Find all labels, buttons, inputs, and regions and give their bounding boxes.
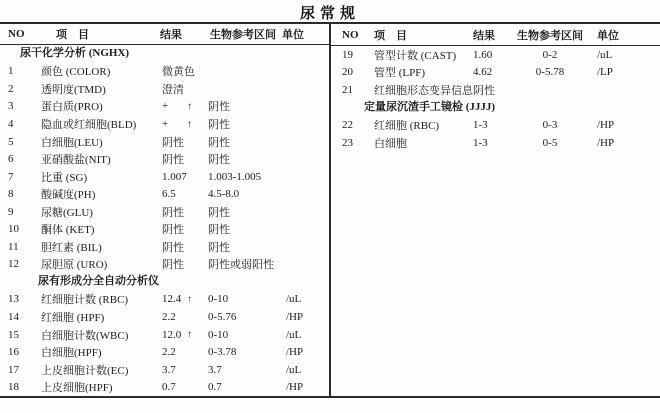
cell-result: 4.62 [473,66,493,79]
left-table-rows [0,45,329,396]
cell-result: 6.5 [162,188,176,201]
column-header-no: NO [342,28,359,41]
table-row [0,291,329,309]
cell-no: 21 [342,83,353,96]
cell-result: 微黄色 [162,66,195,79]
cell-reference: 0-5 [542,136,558,149]
table-row [331,134,660,152]
table-row [0,133,329,151]
cell-no: 16 [8,346,19,359]
cell-item: 红细胞 (HPF) [41,312,105,325]
cell-item: 颜色 (COLOR) [41,66,111,79]
cell-reference: 0.7 [208,381,222,394]
cell-reference: 阴性 [208,136,230,149]
cell-item: 红细胞形态变异信息 [374,84,473,97]
table-row [0,203,329,221]
cell-no: 17 [8,363,19,376]
cell-item: 白细胞(HPF) [41,347,102,360]
section-header: 定量尿沉渣手工镜检 (JJJJ) [364,100,496,113]
cell-reference: 4.5-8.0 [208,188,240,201]
table-row [0,115,329,133]
cell-reference: 阴性 [208,154,230,167]
column-header-result: 结果 [473,29,495,42]
table-row [0,221,329,239]
cell-no: 23 [342,136,353,149]
right-table-rows [331,46,660,396]
cell-unit: /uL [597,48,613,61]
table-row [331,64,660,82]
cell-result: 阴性 [162,206,184,219]
cell-reference: 0-10 [208,293,229,306]
table-row [0,308,329,326]
cell-reference: 0-2 [542,48,558,61]
page-title: 尿常规 [299,6,360,22]
cell-unit: /HP [597,136,615,149]
cell-item: 白细胞 [374,137,407,150]
cell-no: 9 [8,205,14,218]
cell-unit: /LP [597,66,613,79]
cell-unit: /HP [286,311,304,324]
cell-no: 2 [8,82,14,95]
cell-item: 隐血或红细胞(BLD) [41,119,137,132]
cell-reference: 阴性 [208,241,230,254]
column-header-unit: 单位 [282,29,304,42]
cell-reference: 阴性 [208,206,230,219]
cell-no: 4 [8,118,14,131]
cell-item: 上皮细胞(HPF) [41,382,113,395]
table-row [0,185,329,203]
cell-reference: 阴性 [208,119,230,132]
table-row [0,343,329,361]
cell-no: 18 [8,381,19,394]
cell-item: 亚硝酸盐(NIT) [41,154,111,167]
cell-reference: 阴性 [208,101,230,114]
section-header: 尿干化学分析 (NGHX) [20,47,130,60]
cell-no: 5 [8,135,14,148]
right-table [331,24,660,396]
report-table [0,22,660,398]
cell-item: 管型 (LPF) [374,67,426,80]
cell-no: 8 [8,188,14,201]
cell-flag: ↑ [187,293,192,305]
table-row [0,361,329,379]
table-row [331,81,660,99]
cell-result: 阴性 [162,154,184,167]
cell-unit: /uL [286,293,302,306]
cell-unit: /uL [286,363,302,376]
cell-result: 阴性 [162,241,184,254]
cell-result: 2.2 [162,311,176,324]
cell-no: 14 [8,311,19,324]
cell-item: 酮体 (KET) [41,224,95,237]
cell-result: 1-3 [473,136,488,149]
cell-reference: 0-5.76 [208,311,237,324]
cell-no: 3 [8,100,14,113]
cell-no: 10 [8,223,19,236]
cell-no: 12 [8,258,19,271]
cell-no: 19 [342,48,353,61]
cell-item: 尿糖(GLU) [41,206,93,219]
column-header-item: 项 目 [374,29,407,42]
cell-no: 15 [8,328,19,341]
cell-result: 2.2 [162,346,176,359]
table-row [0,98,329,116]
cell-result: 阴性 [162,259,184,272]
right-table-header [331,24,660,46]
cell-result: 3.7 [162,363,176,376]
table-row [331,46,660,64]
cell-result: 澄清 [162,83,184,96]
cell-no: 1 [8,65,14,78]
cell-result: 1.007 [162,170,187,183]
cell-unit: /uL [286,328,302,341]
cell-result: + [162,100,169,113]
cell-unit: /HP [286,381,304,394]
table-row [0,168,329,186]
section-header: 尿有形成分全自动分析仪 [38,275,159,288]
cell-no: 7 [8,170,14,183]
table-row [0,256,329,274]
cell-result: 阴性 [162,136,184,149]
table-row [0,378,329,396]
left-table [0,24,331,396]
cell-result: 12.4 [162,293,182,306]
cell-item: 胆红素 (BIL) [41,241,102,254]
table-row [0,63,329,81]
cell-item: 白细胞计数(WBC) [41,329,129,342]
cell-item: 红细胞计数 (RBC) [41,294,129,307]
cell-reference: 1.003-1.005 [208,170,262,183]
cell-item: 白细胞(LEU) [41,136,103,149]
cell-result: + [162,118,169,131]
cell-result: 1-3 [473,118,488,131]
column-header-reference: 生物参考区间 [517,29,583,42]
cell-item: 红细胞 (RBC) [374,119,440,132]
cell-flag: ↑ [187,100,192,112]
cell-reference: 阴性或弱阳性 [208,259,274,272]
cell-item: 上皮细胞计数(EC) [41,364,129,377]
cell-reference: 0-5.78 [535,66,565,79]
column-header-result: 结果 [160,29,182,42]
cell-reference: 3.7 [208,363,222,376]
cell-item: 透明度(TMD) [41,83,106,96]
column-header-reference: 生物参考区间 [210,29,276,42]
table-row [0,80,329,98]
column-header-no: NO [8,28,25,41]
cell-flag: ↑ [187,118,192,130]
table-row [0,326,329,344]
column-header-unit: 单位 [597,29,619,42]
cell-no: 11 [8,240,19,253]
cell-reference: 0-3.78 [208,346,237,359]
cell-unit: /HP [286,346,304,359]
cell-result: 阴性 [162,224,184,237]
table-row [0,238,329,256]
cell-item: 蛋白质(PRO) [41,101,103,114]
cell-result: 1.60 [473,48,493,61]
cell-no: 20 [342,66,353,79]
cell-item: 酸碱度(PH) [41,189,96,202]
cell-result: 12.0 [162,328,182,341]
table-row [331,116,660,134]
cell-flag: ↑ [187,329,192,341]
cell-reference: 阴性 [208,224,230,237]
table-row [0,150,329,168]
cell-unit: /HP [597,118,615,131]
cell-item: 管型计数 (CAST) [374,49,457,62]
cell-result: 阴性 [473,84,495,97]
cell-result: 0.7 [162,381,176,394]
column-header-item: 项 目 [56,29,89,42]
cell-reference: 0-3 [542,118,558,131]
cell-item: 尿胆原 (URO) [41,259,108,272]
cell-no: 6 [8,153,14,166]
cell-no: 22 [342,118,353,131]
cell-reference: 0-10 [208,328,229,341]
cell-item: 比重 (SG) [41,171,88,184]
left-table-header [0,24,329,45]
cell-no: 13 [8,293,19,306]
